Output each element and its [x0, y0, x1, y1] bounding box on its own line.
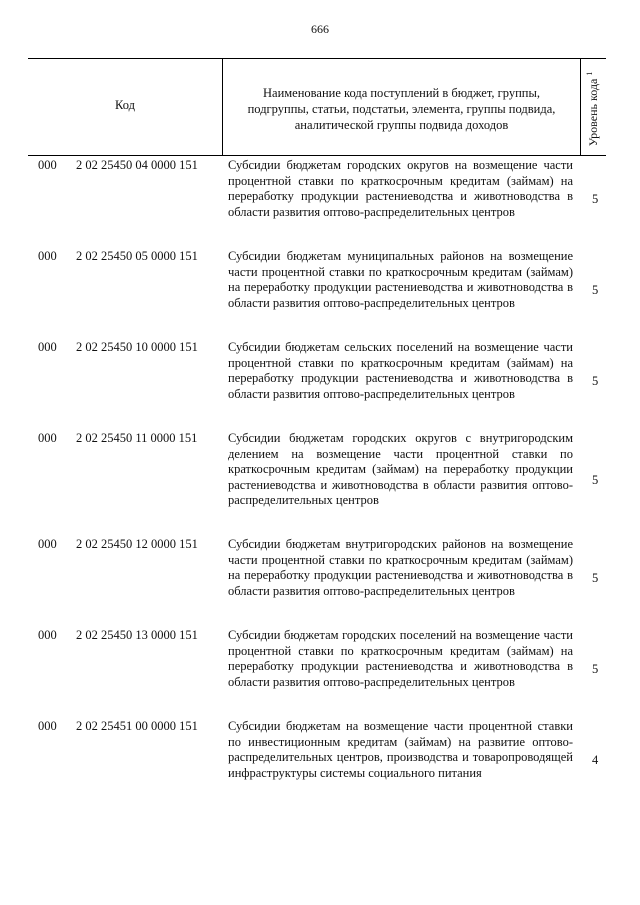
row-level: 5: [592, 473, 599, 487]
header-level-footnote: 1: [585, 71, 594, 76]
row-admin-code: 000: [38, 340, 57, 354]
page-number: 666: [311, 22, 329, 36]
header-level-label: [585, 72, 601, 147]
row-name: Субсидии бюджетам городских округов на возмещение части процентной ставки по краткосрочным кредитам (займам) на переработку продукции растениеводства и животноводства в области развития оптово-распределительных центров: [228, 158, 573, 219]
row-level: 5: [592, 283, 599, 297]
row-level: 5: [592, 192, 599, 206]
row-admin-code: 000: [38, 719, 57, 733]
row-admin-code: 000: [38, 158, 57, 172]
row-admin-code: 000: [38, 431, 57, 445]
header-name-label: Наименование кода поступлений в бюджет, группы, подгруппы, статьи, подстатьи, элемента, группы подвида, аналитической группы подвида доходов: [247, 86, 556, 132]
row-name: Субсидии бюджетам сельских поселений на возмещение части процентной ставки по краткосрочным кредитам (займам) на переработку продукции растениеводства и животноводства в области развития оптово-распределительных центров: [228, 340, 573, 401]
row-name: Субсидии бюджетам городских поселений на возмещение части процентной ставки по краткосрочным кредитам (займам) на переработку продукции растениеводства и животноводства в области развития оптово-распределительных центров: [228, 628, 573, 689]
row-level: 5: [592, 662, 599, 676]
row-level: 4: [592, 753, 599, 767]
row-level: 5: [592, 571, 599, 585]
row-income-code: 2 02 25450 13 0000 151: [76, 628, 198, 642]
header-code-cell: [28, 59, 223, 155]
row-income-code: 2 02 25450 12 0000 151: [76, 537, 198, 551]
table-header: [28, 58, 606, 156]
row-name: Субсидии бюджетам городских округов с внутригородским делением на возмещение части процентной ставки по краткосрочным кредитам (займам) на переработку продукции растениеводства и животноводства в области развития оптово-распределительных центров: [228, 431, 573, 508]
row-income-code: 2 02 25450 04 0000 151: [76, 158, 198, 172]
row-admin-code: 000: [38, 249, 57, 263]
row-income-code: 2 02 25451 00 0000 151: [76, 719, 198, 733]
row-name: Субсидии бюджетам на возмещение части процентной ставки по инвестиционным кредитам (займам) на развитие оптово-распределительных центров, производства и товаропроводящей инфраструктуры системы социального питания: [228, 719, 573, 780]
row-income-code: 2 02 25450 11 0000 151: [76, 431, 198, 445]
header-name-cell: [223, 59, 581, 155]
row-admin-code: 000: [38, 537, 57, 551]
row-income-code: 2 02 25450 10 0000 151: [76, 340, 198, 354]
row-admin-code: 000: [38, 628, 57, 642]
header-level-text: Уровень кода: [586, 78, 600, 147]
row-name: Субсидии бюджетам муниципальных районов на возмещение части процентной ставки по краткосрочным кредитам (займам) на переработку продукции растениеводства и животноводства в области развития оптово-распределительных центров: [228, 249, 573, 310]
header-level-cell: [581, 59, 606, 155]
row-name: Субсидии бюджетам внутригородских районов на возмещение части процентной ставки по краткосрочным кредитам (займам) на переработку продукции растениеводства и животноводства в области развития оптово-распределительных центров: [228, 537, 573, 598]
header-code-label: Код: [115, 98, 135, 112]
row-level: 5: [592, 374, 599, 388]
row-income-code: 2 02 25450 05 0000 151: [76, 249, 198, 263]
